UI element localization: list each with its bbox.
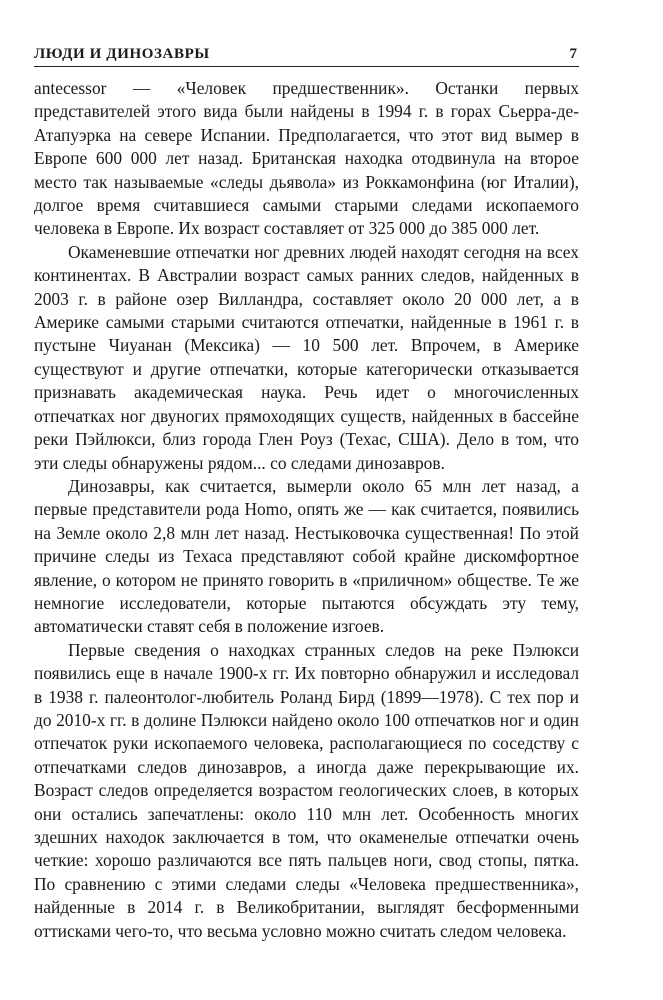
- paragraph-3: Динозавры, как считается, вымерли около 65 млн лет назад, а первые представители рода Homo, опять же — как считается, появились на Земле около 2,8 млн лет назад. Нестыковочка существенная! По этой причине следы из Техаса представляют собой крайне дискомфортное явление, о котором не принято говорить в «приличном» обществе. Те же немногие исследователи, которые пытаются обсуждать эту тему, автоматически ставят себя в положение изгоев.: [34, 475, 579, 637]
- body-text: [34, 77, 579, 943]
- paragraph-2: Окаменевшие отпечатки ног древних людей находят сегодня на всех континентах. В Австралии возраст самых ранних следов, найденных в 2003 г. в районе озер Вилландра, составляет около 20 000 лет, а в Америке самыми старыми считаются отпечатки, найденные в 1961 г. в пустыне Чиуанан (Мексика) — 10 500 лет. Впрочем, в Америке существуют и другие отпечатки, которые категорически отказывается признавать академическая наука. Речь идет о многочисленных отпечатках ног двуногих прямоходящих существ, найденных в бассейне реки Пэйлюкси, близ города Глен Роуз (Техас, США). Дело в том, что эти следы обнаружены рядом... со следами динозавров.: [34, 241, 579, 473]
- paragraph-1: antecessor — «Человек предшественник». Останки первых представителей этого вида были найдены в 1994 г. в горах Сьерра-де-Атапуэрка на севере Испании. Предполагается, что этот вид вымер в Европе 600 000 лет назад. Британская находка отодвинула на второе место так называемые «следы дьявола» из Роккамонфина (юг Италии), долгое время считавшиеся самыми старыми следами ископаемого человека в Европе. Их возраст составляет от 325 000 до 385 000 лет.: [34, 78, 579, 239]
- page-number: 7: [569, 46, 577, 62]
- running-title: ЛЮДИ И ДИНОЗАВРЫ: [34, 46, 210, 62]
- paragraph-4: Первые сведения о находках странных следов на реке Пэлюкси появились еще в начале 1900-х гг. Их повторно обнаружил и исследовал в 1938 г. палеонтолог-любитель Роланд Бирд (1899—1978). С тех пор и до 2010-х гг. в долине Пэлюкси найдено около 100 отпечатков ног и один отпечаток руки ископаемого человека, располагающиеся по соседству с отпечатками следов динозавров, а иногда даже перекрывающие их. Возраст следов определяется возрастом геологических слоев, в которых они остались запечатлены: около 110 млн лет. Особенность многих здешних находок заключается в том, что окаменелые отпечатки очень четкие: хорошо различаются все пять пальцев ноги, свод стопы, пятка. По сравнению с этими следами следы «Человека предшественника», найденные в 2014 г. в Великобритании, выглядят бесформенными оттисками чего-то, что весьма условно можно считать следом человека.: [34, 639, 579, 941]
- running-header: [34, 44, 579, 67]
